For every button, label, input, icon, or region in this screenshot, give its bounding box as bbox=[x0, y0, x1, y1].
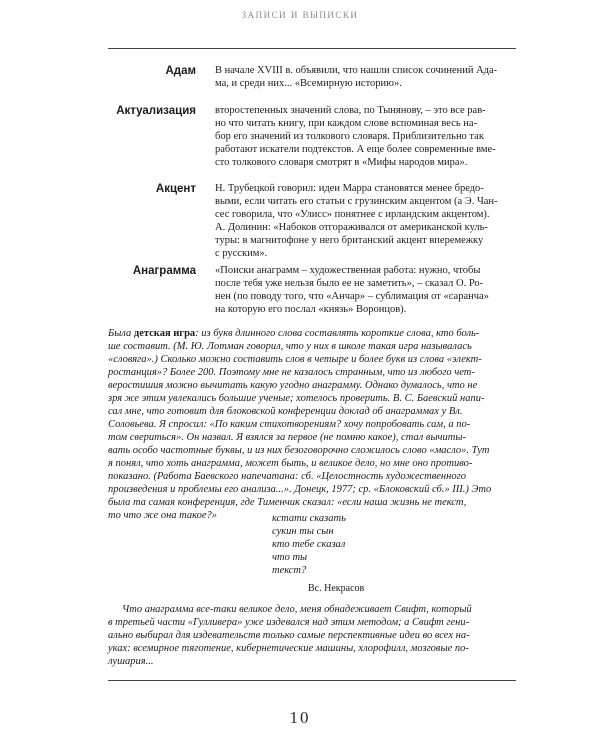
paragraph-line: уках: всемирное тяготение, кибернетические машины, хлорофилл, мозговые по- bbox=[108, 643, 469, 654]
poem-line: кстати сказать bbox=[272, 513, 346, 524]
definition-line: сто толкового словаря смотрят в «Мифы народов мира». bbox=[215, 157, 468, 168]
bottom-rule bbox=[108, 680, 516, 681]
definition-line: нен (по поводу того, что «Анчар» – сублимация от «саранча» bbox=[215, 291, 489, 302]
definition-line: с русским». bbox=[215, 248, 268, 259]
entry-term: Адам bbox=[165, 65, 196, 77]
poem-line: кто тебе сказал bbox=[272, 539, 346, 550]
entry-definition bbox=[215, 264, 516, 316]
definition-line: выми, если читать его статьи с грузинским акцентом (а Э. Чан- bbox=[215, 196, 498, 207]
definition-line: «Поиски анаграмм – художественная работа: нужно, чтобы bbox=[215, 265, 481, 276]
paragraph-line: то что же она такое?» bbox=[108, 510, 218, 521]
definition-line: но что читать книгу, при каждом слове вспоминая весь на- bbox=[215, 118, 478, 129]
definition-line: после тебя уже нельзя было ее не заметить», – сказал О. Ро- bbox=[215, 278, 484, 289]
paragraph-first-line bbox=[108, 327, 516, 340]
paragraph-line: ально выбирал для издевательств только самые перспективные идеи во всех на- bbox=[108, 630, 470, 641]
paragraph-line: Соловьева. Я спросил: «По каким стихотворениям? хочу попробовать сам, а по- bbox=[108, 419, 471, 430]
paragraph-first-rest: : из букв длинного слова составлять короткие слова, кто боль- bbox=[195, 328, 480, 339]
definition-line: на которую его послал «князь» Воронцов). bbox=[215, 304, 407, 315]
definition-line: сес говорила, что «Улисс» понятнее с ирландским акцентом). bbox=[215, 209, 490, 220]
entry-definition bbox=[215, 182, 516, 260]
paragraph-line: том свериться». Он назвал. Я взялся за первое (не помню какое), стал вычиты- bbox=[108, 432, 466, 443]
paragraph-line: я понял, что хоть анаграмма, может быть, и великое дело, но мне оно противо- bbox=[108, 458, 473, 469]
poem-attribution: Вс. Некрасов bbox=[308, 583, 365, 594]
paragraph-line: показано. (Работа Баевского напечатана: сб. «Целостность художественного bbox=[108, 471, 466, 482]
paragraph-line: зря же этим увлекались большие ученые; хотелось проверить. В. С. Баевский напи- bbox=[108, 393, 485, 404]
paragraph-line: Что анаграмма все-таки великое дело, меня обнадеживает Свифт, который bbox=[122, 604, 472, 615]
poem-line: сукин ты сын bbox=[272, 526, 334, 537]
definition-line: бор его значений из толкового словаря. Приблизительно так bbox=[215, 131, 484, 142]
definition-line: работают искатели подтекстов. А еще более современные вме- bbox=[215, 144, 496, 155]
highlighted-term: детская игра bbox=[133, 328, 196, 339]
poem-quote bbox=[272, 512, 346, 577]
paragraph-line: «словяга».) Сколько можно составить слов в четыре и более букв из слова «элект- bbox=[108, 354, 482, 365]
paragraph-line: произведения и проблемы его анализа...». Донецк, 1977; ср. «Блоковский сб.» III.) Это bbox=[108, 484, 492, 495]
definition-line: второстепенных значений слова, по Тынянову, – это все рав- bbox=[215, 105, 486, 116]
paragraph-prefix: Была bbox=[108, 328, 134, 339]
definition-line: В начале XVIII в. объявили, что нашли список сочинений Ада- bbox=[215, 65, 498, 76]
definition-line: А. Долинин: «Набоков отгораживался от американской куль- bbox=[215, 222, 488, 233]
definition-line: туры: в магнитофоне у него британский акцент вперемежку bbox=[215, 235, 484, 246]
entry-definition bbox=[215, 64, 516, 90]
paragraph-line: сал мне, что готовит для блоковской конференции доклад об анаграммах у Вл. bbox=[108, 406, 463, 417]
page-number: 10 bbox=[289, 708, 311, 727]
definition-line: Н. Трубецкой говорил: идеи Марра становятся менее бредо- bbox=[215, 183, 484, 194]
paragraph-line: вать особо частотные буквы, и из них безоговорочно сложилось слово «масло». Тут bbox=[108, 445, 490, 456]
entry-term: Актуализация bbox=[116, 105, 196, 117]
poem-line: текст? bbox=[272, 565, 307, 576]
poem-line: что ты bbox=[272, 552, 308, 563]
paragraph-line: ростанция»? Более 200. Поэтому мне не казалось странным, что из любого чет- bbox=[108, 367, 475, 378]
paragraph-line: веростишия можно вычитать какую угодно анаграмму. Однако думалось, что не bbox=[108, 380, 478, 391]
paragraph-line: лушария... bbox=[108, 656, 154, 667]
entry-term: Акцент bbox=[155, 183, 196, 195]
paragraph-line: была та самая конференция, где Тименчик сказал: «если наша жизнь не текст, bbox=[108, 497, 467, 508]
running-head: ЗАПИСИ И ВЫПИСКИ bbox=[241, 10, 359, 20]
entry-term: Анаграмма bbox=[132, 265, 196, 277]
entry-definition bbox=[215, 104, 516, 169]
paragraph-line: в третьей части «Гулливера» уже издевался над этим методом; а Свифт гени- bbox=[108, 617, 470, 628]
closing-paragraph bbox=[108, 603, 516, 668]
definition-line: ма, и среди них... «Всемирную историю». bbox=[215, 78, 402, 89]
top-rule bbox=[108, 48, 516, 49]
paragraph-line: ше составит. (М. Ю. Лотман говорил, что у них в школе такая игра называлась bbox=[108, 341, 472, 352]
anagram-game-paragraph bbox=[108, 327, 516, 522]
